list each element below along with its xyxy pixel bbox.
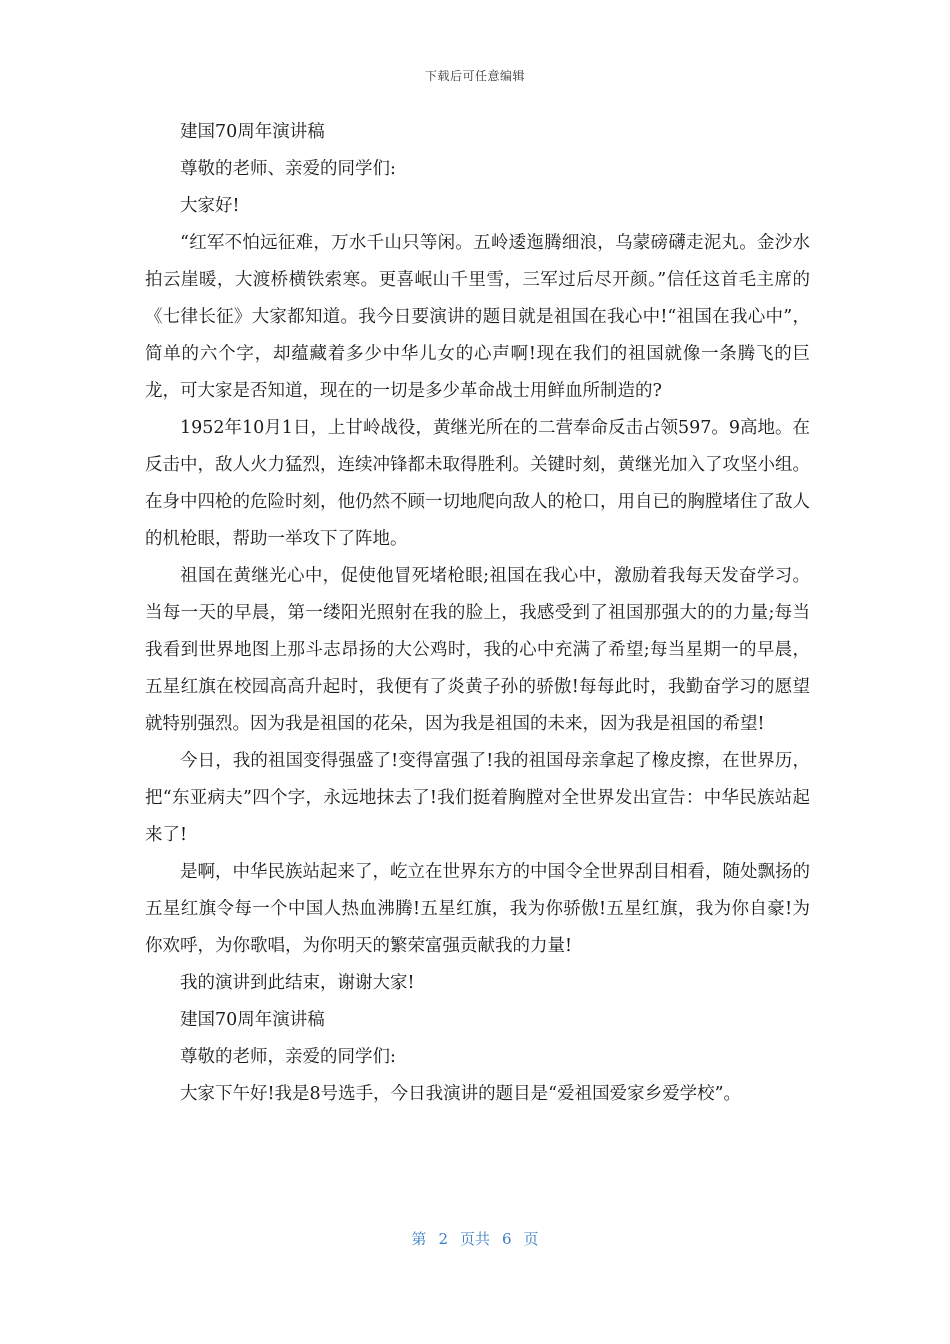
- footer-suffix: 页: [523, 1230, 539, 1248]
- salutation: 尊敬的老师、亲爱的同学们:: [180, 159, 396, 179]
- salutation: 尊敬的老师，亲爱的同学们:: [180, 1047, 396, 1067]
- body-paragraph: 1952年10月1日，上甘岭战役，黄继光所在的二营奉命反击占领597。9高地。在反击中，敌人火力猛烈，连续冲锋都未取得胜利。关键时刻，黄继光加入了攻坚小组。在身中四枪的危险时刻，他仍然不顾一切地爬向敌人的枪口，用自已的胸膛堵住了敌人的机枪眼，帮助一举攻下了阵地。: [145, 418, 810, 549]
- footer-total-pages: 6: [502, 1230, 512, 1248]
- document-body: [145, 114, 810, 1113]
- footer-middle: 页共: [459, 1230, 490, 1248]
- body-paragraph: 是啊，中华民族站起来了，屹立在世界东方的中国令全世界刮目相看，随处飘扬的五星红旗令每一个中国人热血沸腾!五星红旗，我为你骄傲!五星红旗，我为你自豪!为你欢呼，为你歌唱，为你明天的繁荣富强贡献我的力量!: [145, 862, 810, 956]
- closing: 我的演讲到此结束，谢谢大家!: [180, 973, 415, 993]
- speech-title: 建国70周年演讲稿: [180, 1010, 325, 1030]
- greeting: 大家好!: [180, 196, 240, 216]
- body-paragraph: “红军不怕远征难，万水千山只等闲。五岭逶迤腾细浪，乌蒙磅礴走泥丸。金沙水拍云崖暖，大渡桥横铁索寒。更喜岷山千里雪，三军过后尽开颜。”信任这首毛主席的《七律长征》大家都知道。我今日要演讲的题目就是祖国在我心中!“祖国在我心中”，简单的六个字，却蕴藏着多少中华儿女的心声啊!现在我们的祖国就像一条腾飞的巨龙，可大家是否知道，现在的一切是多少革命战士用鲜血所制造的?: [145, 233, 810, 401]
- footer-current-page: 2: [438, 1230, 448, 1248]
- footer-prefix: 第: [411, 1230, 427, 1248]
- page-header-note: 下载后可任意编辑: [424, 69, 525, 83]
- body-paragraph: 祖国在黄继光心中，促使他冒死堵枪眼;祖国在我心中，激励着我每天发奋学习。当每一天的早晨，第一缕阳光照射在我的脸上，我感受到了祖国那强大的的力量;每当我看到世界地图上那斗志昂扬的大公鸡时，我的心中充满了希望;每当星期一的早晨，五星红旗在校园高高升起时，我便有了炎黄子孙的骄傲!每每此时，我勤奋学习的愿望就特别强烈。因为我是祖国的花朵，因为我是祖国的未来，因为我是祖国的希望!: [145, 566, 810, 734]
- page-number-footer: [0, 1228, 950, 1249]
- speech-title: 建国70周年演讲稿: [180, 122, 325, 142]
- body-paragraph: 大家下午好!我是8号选手，今日我演讲的题目是“爱祖国爱家乡爱学校”。: [180, 1084, 742, 1104]
- body-paragraph: 今日，我的祖国变得强盛了!变得富强了!我的祖国母亲拿起了橡皮擦，在世界历，把“东亚病夫”四个字，永远地抹去了!我们挺着胸膛对全世界发出宣告：中华民族站起来了!: [145, 751, 810, 845]
